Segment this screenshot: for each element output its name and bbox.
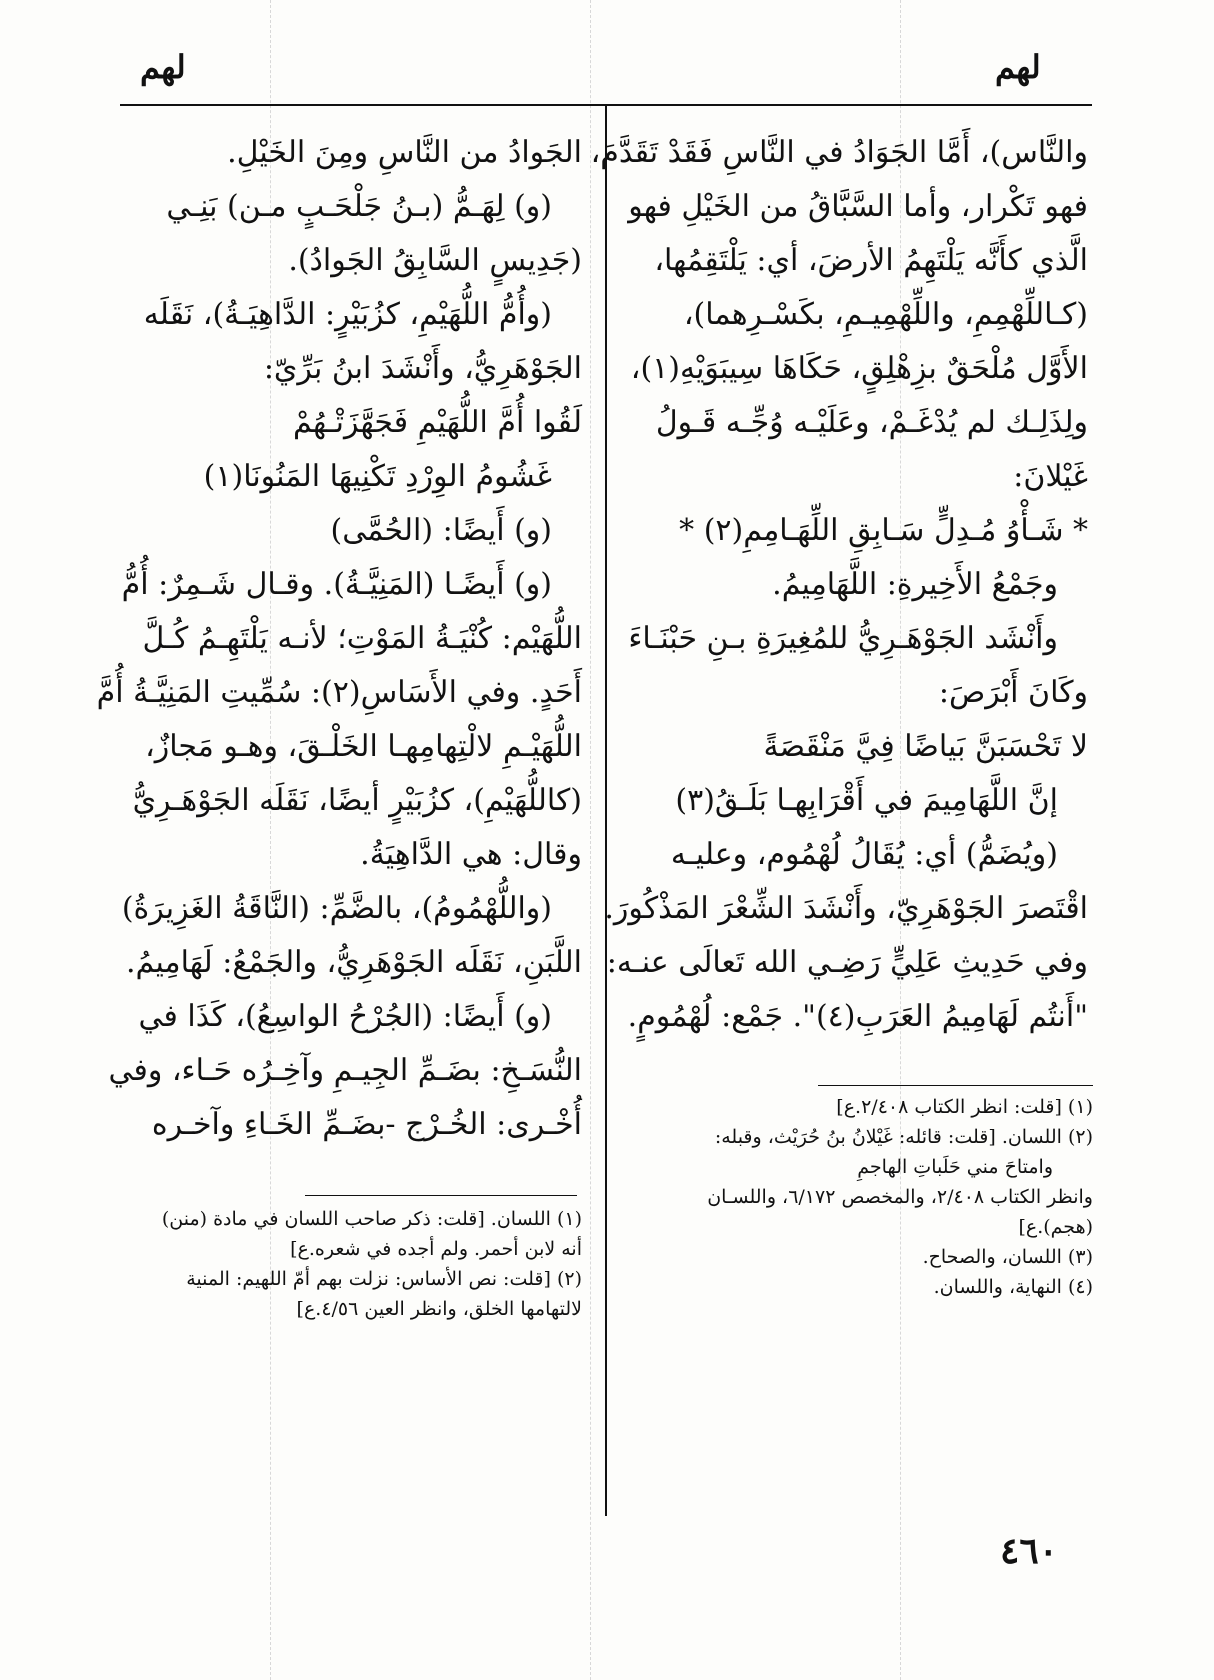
verse-line: إنَّ اللَّهَامِيمَ في أَقْرَابِهـا بَلَـقُ(٣) [675,783,1058,818]
verse-line: لَقُوا أُمَّ اللُّهَيْمِ فَجَهَّزَتْـهُمْ [293,405,582,440]
footnote-line: (٣) اللسان، والصحاح. [922,1246,1093,1268]
running-header-left: لهم [140,48,186,86]
text-line: وأَنْشَد الجَوْهَـرِيُّ للمُغِيرَةِ بـنِ حَبْنَـاءَ [628,621,1058,656]
right-footnotes [648,1092,1093,1302]
text-line: الجَوادُ من النَّاسِ ومِنَ الخَيْلِ. [227,135,582,170]
text-line: (ويُضَمُّ) أي: يُقَالُ لُهْمُوم، وعليـه [670,837,1058,872]
footnote-rule [818,1085,1093,1086]
text-line: (و) لِهَـمُّ (بـنُ جَلْحَـبٍ مـن) بَنِـي [166,189,552,224]
text-line: اللُّهَيْـمِ لالْتِهامِهـا الخَلْـقَ، وهـو مَجازٌ، [145,729,582,764]
text-line: النُّسَـخِ: بضَـمِّ الجِيـمِ وآخِـرُه حَـاء، وفي [108,1053,582,1088]
verse-line: * شَـأْوُ مُـدِلٍّ سَـابِقِ اللِّهَـامِمِ(٢) * [679,513,1088,548]
text-line: (واللُّهْمُومُ)، بالضَّمِّ: (النَّاقَةُ الغَزِيرَةُ) [121,891,552,926]
scan-artifact-line [590,0,591,1680]
text-line: الَّذي كأَنَّه يَلْتَهِمُ الأرضَ، أي: يَلْتَقِمُها، [654,243,1088,278]
footnote-line: وامتاحَ مني حَلَباتِ الهاجمِ [857,1156,1053,1178]
text-line: الجَوْهَرِيُّ، وأَنْشَدَ ابنُ بَرِّيّ: [263,351,582,386]
column-divider [605,104,607,1516]
text-line: فهو تَكْرار، وأما السَّبَّاقُ من الخَيْلِ فهو [628,189,1088,224]
text-line: (كـاللِّهْمِمِ، واللِّهْمِيـمِ، بكَسْـرِهما)، [683,297,1088,332]
text-line: اللُّهَيْم: كُنْيَـةُ المَوْتِ؛ لأنـه يَلْتَهِـمُ كُـلَّ [142,621,582,656]
footnote-line: (٤) النهاية، واللسان. [933,1276,1093,1298]
footnote-line: لالتهامها الخلق، وانظر العين ٤/٥٦.ع] [296,1298,582,1320]
text-line: (و) أَيضًـا (المَنِيَّـةُ). وقـال شَـمِرٌ: أُمُّ [121,567,552,602]
right-column [590,126,1088,1044]
footnote-rule [305,1195,577,1196]
footnote-line: (هجم).ع] [1018,1216,1093,1238]
running-header-right: لهم [995,48,1041,86]
text-line: الأَوَّل مُلْحَقٌ بزِهْلِقٍ، حَكَاهَا سِيبَوَيْهِ(١)، [630,351,1088,386]
text-line: والنَّاس)، أَمَّا الجَوَادُ في النَّاسِ فَقَدْ تَقَدَّمَ، [590,135,1088,170]
verse-line: لا تَحْسَبَنَّ بَياضًا فِيَّ مَنْقَصَةً [763,729,1088,764]
left-footnotes [122,1204,582,1324]
footnote-line: أنه لابن أحمر. ولم أجده في شعره.ع] [290,1238,582,1260]
text-line: وفي حَدِيثِ عَلِيٍّ رَضِـي الله تَعالَى عنـه: [606,945,1088,980]
text-line: غَيْلانَ: [1013,459,1088,494]
footnote-line: (١) [قلت: انظر الكتاب ٢/٤٠٨.ع] [836,1096,1093,1118]
footnote-line: وانظر الكتاب ٢/٤٠٨، والمخصص ٦/١٧٢، واللسـان [707,1186,1093,1208]
text-line: وقال: هي الدَّاهِيَةُ. [360,837,582,872]
text-line: (وأُمُّ اللُّهَيْمِ، كزُبَيْرٍ: الدَّاهِيَـةُ)، نَقَلَه [143,297,552,332]
text-line: اقْتَصرَ الجَوْهَرِيّ، وأَنْشَدَ الشِّعْرَ المَذْكُورَ. [604,891,1088,926]
text-line: (و) أَيضًا: (الجُرْحُ الواسِعُ)، كَذَا في [138,999,552,1034]
text-line: (كاللُّهَيْمِ)، كزُبَيْرٍ أيضًا، نَقَلَه الجَوْهَـرِيُّ [132,783,582,818]
text-line: أَحَدٍ. وفي الأَسَاسِ(٢): سُمِّيتِ المَنِيَّـةُ أُمَّ [96,675,582,710]
text-line: أُخْـرى: الخُـرْج -بضَـمِّ الخَـاءِ وآخـره [151,1107,582,1142]
footnote-line: (٢) اللسان. [قلت: قائله: غَيْلانُ بنُ حُرَيْث، وقبله: [714,1126,1093,1148]
text-line: وجَمْعُ الأَخِيرةِ: اللَّهَامِيمُ. [772,567,1058,602]
text-line: ولِذَلِـك لم يُدْغَـمْ، وعَلَيْـه وُجِّـه قَـولُ [655,405,1088,440]
text-line: "أَنتُم لَهَامِيمُ العَرَبِ(٤)". جَمْع: لُهْمُومٍ. [627,999,1088,1034]
left-column [96,126,582,1152]
text-line: اللَّبَنِ، نَقَلَه الجَوْهَرِيُّ، والجَمْعُ: لَهَامِيمُ. [125,945,582,980]
text-line: (و) أَيضًا: (الحُمَّى) [330,513,552,548]
text-line: وكَانَ أَبْرَصَ: [938,675,1088,710]
footnote-line: (٢) [قلت: نص الأساس: نزلت بهم أمّ اللهيم: المنية [186,1268,582,1290]
text-line: (جَدِيسٍ السَّابِقُ الجَوادُ). [288,243,582,278]
footnote-line: (١) اللسان. [قلت: ذكر صاحب اللسان في مادة (منن) [161,1208,582,1230]
verse-line: غَشُومُ الوِرْدِ تَكْنِيهَا المَنُونَا(١) [203,459,552,494]
page-number: ٤٦٠ [1000,1530,1059,1572]
